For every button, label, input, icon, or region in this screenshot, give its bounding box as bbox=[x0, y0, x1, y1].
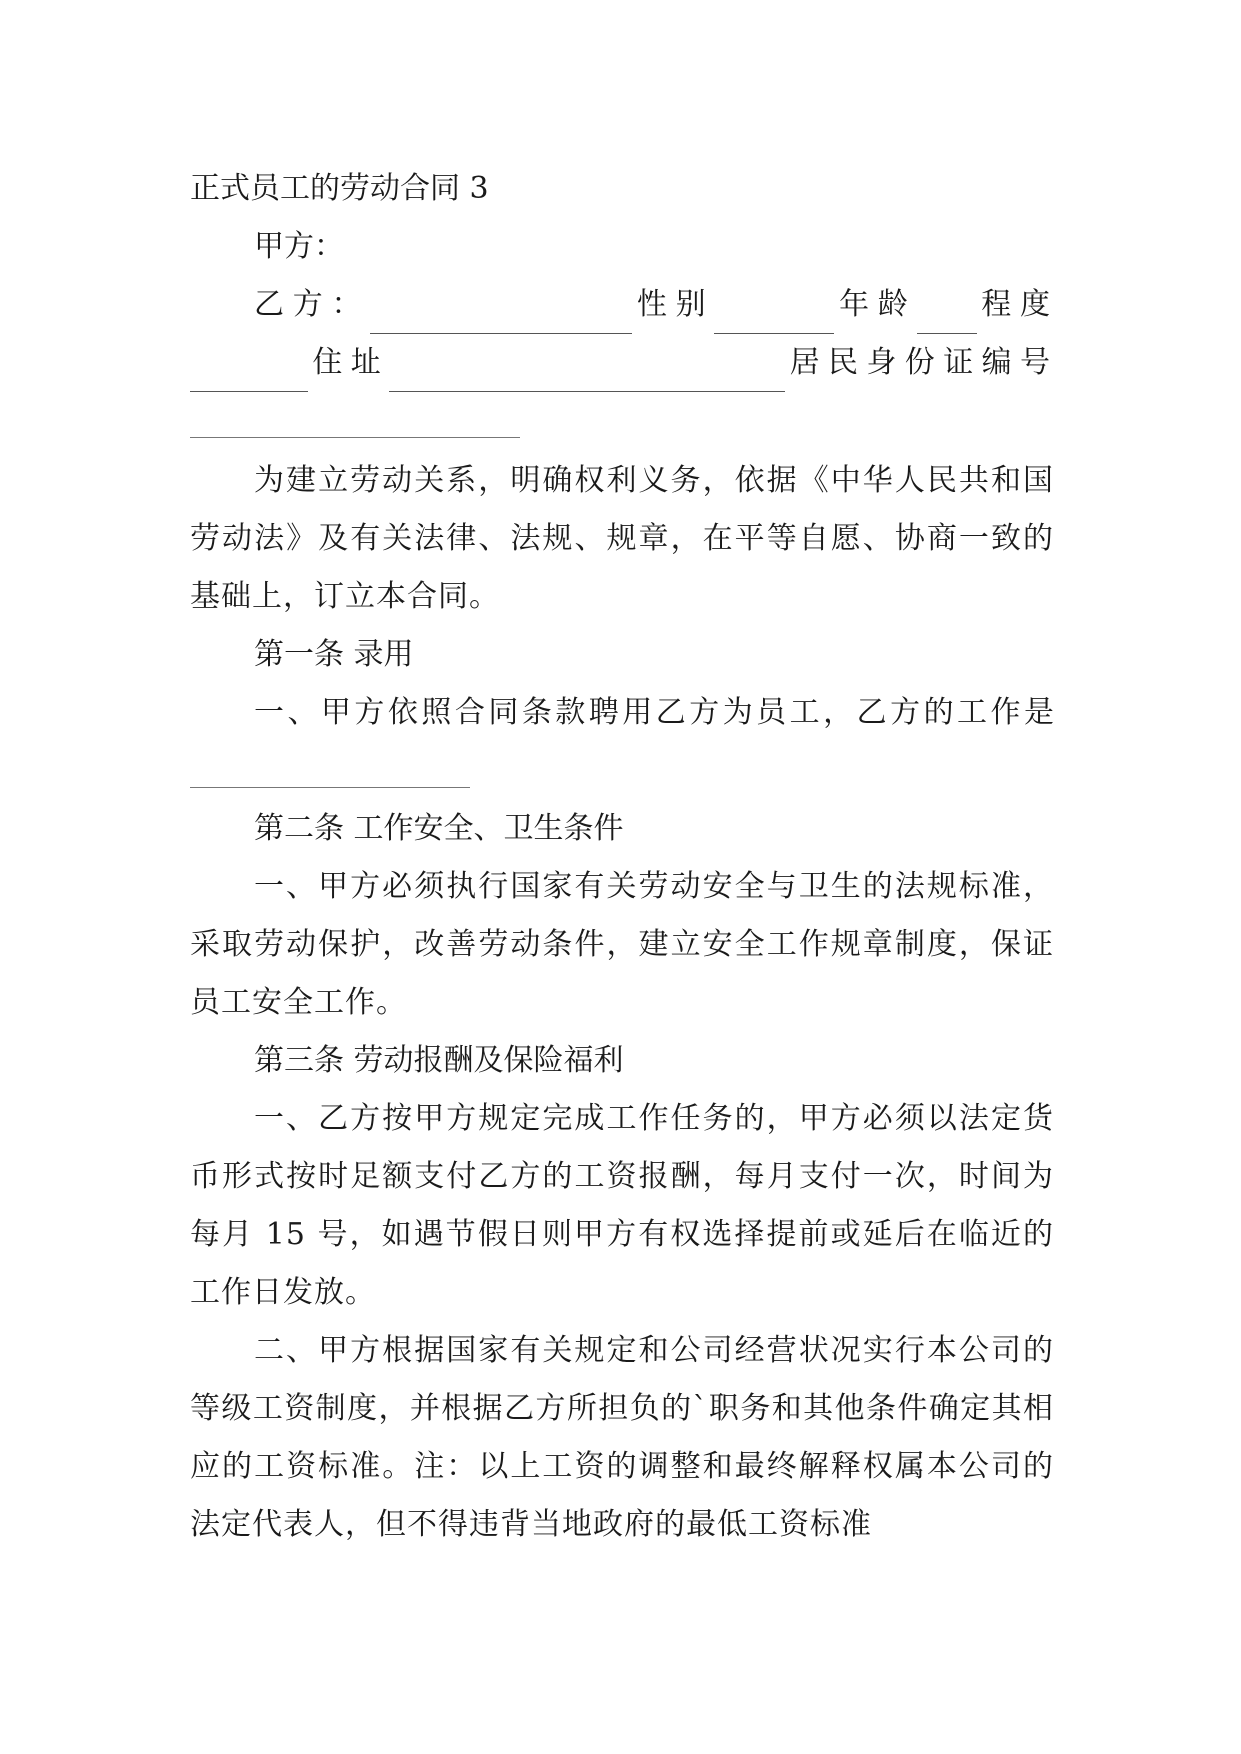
document-title: 正式员工的劳动合同 3 bbox=[190, 171, 489, 206]
gender-blank[interactable] bbox=[714, 297, 834, 334]
id-number-blank[interactable] bbox=[190, 437, 520, 438]
contract-body bbox=[190, 160, 1054, 1554]
article-2-heading: 第二条 工作安全、卫生条件 bbox=[254, 811, 624, 846]
id-number-line bbox=[190, 392, 1054, 450]
article-1-item-1: 一、甲方依照合同条款聘用乙方为员工，乙方的工作是 bbox=[254, 695, 1054, 730]
preamble-paragraph bbox=[190, 452, 1054, 626]
article-3-item-2-text: 二、甲方根据国家有关规定和公司经营状况实行本公司的等级工资制度，并根据乙方所担负的`职务和其他条件确定其相应的工资标准。注：以上工资的调整和最终解释权属本公司的法定代表人，但不得违背当地政府的最低工资标准 bbox=[190, 1333, 1054, 1542]
party-b-line bbox=[190, 276, 1054, 334]
id-label: 居民身份证编号 bbox=[785, 345, 1055, 380]
education-blank[interactable] bbox=[190, 355, 308, 392]
preamble-text: 为建立劳动关系，明确权利义务，依据《中华人民共和国劳动法》及有关法律、法规、规章，在平等自愿、协商一致的基础上，订立本合同。 bbox=[190, 463, 1054, 614]
address-label: 住址 bbox=[308, 345, 390, 380]
address-line bbox=[190, 334, 1054, 392]
age-blank[interactable] bbox=[917, 297, 977, 334]
job-description-line bbox=[190, 742, 1054, 800]
article-1-heading: 第一条 录用 bbox=[254, 637, 414, 672]
article-3-item-1-text: 一、乙方按甲方规定完成工作任务的，甲方必须以法定货币形式按时足额支付乙方的工资报酬，每月支付一次，时间为每月 15 号，如遇节假日则甲方有权选择提前或延后在临近的工作日发放。 bbox=[190, 1101, 1054, 1310]
address-blank[interactable] bbox=[389, 355, 785, 392]
gender-label: 性别 bbox=[632, 287, 715, 322]
age-label: 年龄 bbox=[834, 287, 917, 322]
party-a-label: 甲方： bbox=[254, 229, 344, 264]
article-3-heading: 第三条 劳动报酬及保险福利 bbox=[254, 1043, 624, 1078]
article-2-item-1 bbox=[190, 858, 1054, 1032]
party-b-label: 乙方： bbox=[254, 287, 371, 322]
article-3-item-2 bbox=[190, 1322, 1054, 1554]
education-label: 程度 bbox=[976, 287, 1055, 322]
party-b-name-blank[interactable] bbox=[370, 297, 632, 334]
job-description-blank[interactable] bbox=[190, 787, 470, 788]
article-2-item-1-text: 一、甲方必须执行国家有关劳动安全与卫生的法规标准，采取劳动保护，改善劳动条件，建立安全工作规章制度，保证员工安全工作。 bbox=[190, 869, 1054, 1020]
article-3-item-1 bbox=[190, 1090, 1054, 1322]
party-a-line bbox=[190, 218, 1054, 276]
